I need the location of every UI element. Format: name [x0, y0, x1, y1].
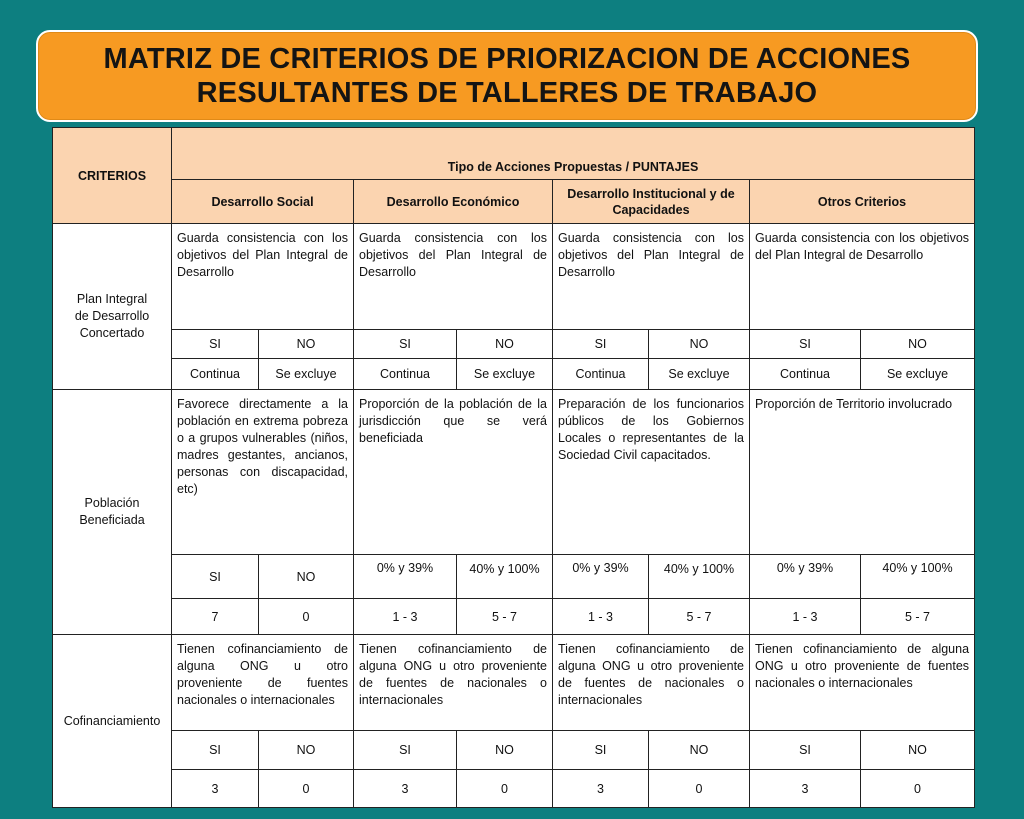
score-cell: 3 — [172, 770, 259, 808]
col-header-institucional: Desarrollo Institucional y de Capacidades — [553, 180, 750, 224]
option-cell: SI — [172, 555, 259, 599]
option-cell: NO — [259, 330, 354, 359]
option-cell: SI — [750, 731, 861, 770]
score-cell: 1 - 3 — [750, 599, 861, 635]
option-cell: NO — [259, 731, 354, 770]
score-cell: 0 — [259, 599, 354, 635]
description-cell: Guarda consistencia con los objetivos del Plan Integral de Desarrollo — [750, 224, 975, 330]
criterion-cofinanciamiento — [53, 635, 172, 808]
option-cell: SI — [750, 330, 861, 359]
description-cell: Proporción de la población de la jurisdicción que se verá beneficiada — [354, 390, 553, 555]
score-cell: 5 - 7 — [649, 599, 750, 635]
description-cell: Tienen cofinanciamiento de alguna ONG u otro proveniente de fuentes de nacionales o internacionales — [354, 635, 553, 731]
score-cell: 0 — [649, 770, 750, 808]
col-header-social: Desarrollo Social — [172, 180, 354, 224]
criterion-label: Plan Integral de Desarrollo Concertado — [74, 292, 150, 340]
option-cell: SI — [354, 330, 457, 359]
score-cell: 3 — [553, 770, 649, 808]
range-cell: 0% y 39% — [354, 555, 457, 599]
criteria-matrix-table — [52, 127, 975, 808]
option-cell: NO — [861, 330, 975, 359]
score-cell: 3 — [354, 770, 457, 808]
description-cell: Favorece directamente a la población en extrema pobreza o a grupos vulnerables (niños, madres gestantes, ancianos, personas con discapacidad, etc) — [172, 390, 354, 555]
col-header-otros: Otros Criterios — [750, 180, 975, 224]
option-cell: SI — [172, 731, 259, 770]
criterios-header: CRITERIOS — [53, 128, 172, 224]
criterion-poblacion — [53, 390, 172, 635]
score-cell: 5 - 7 — [457, 599, 553, 635]
criterion-label: Población Beneficiada — [79, 496, 145, 527]
option-cell: SI — [172, 330, 259, 359]
score-cell: Se excluye — [457, 359, 553, 390]
col-header-economico: Desarrollo Económico — [354, 180, 553, 224]
option-cell: NO — [649, 330, 750, 359]
option-cell: NO — [457, 731, 553, 770]
title-line-1: MATRIZ DE CRITERIOS DE PRIORIZACION DE ACCIONES — [103, 43, 911, 75]
score-cell: Se excluye — [861, 359, 975, 390]
range-cell: 40% y 100% — [861, 555, 975, 599]
range-cell: 40% y 100% — [649, 555, 750, 599]
score-cell: Se excluye — [259, 359, 354, 390]
score-cell: Continua — [172, 359, 259, 390]
tipo-acciones-header: Tipo de Acciones Propuestas / PUNTAJES — [172, 128, 975, 180]
title-line-2: RESULTANTES DE TALLERES DE TRABAJO — [196, 77, 818, 109]
option-cell: NO — [649, 731, 750, 770]
score-cell: 0 — [457, 770, 553, 808]
description-cell: Guarda consistencia con los objetivos del Plan Integral de Desarrollo — [172, 224, 354, 330]
score-cell: 7 — [172, 599, 259, 635]
score-cell: Continua — [354, 359, 457, 390]
score-cell: 1 - 3 — [354, 599, 457, 635]
description-cell: Preparación de los funcionarios públicos de los Gobiernos Locales o representantes de la Sociedad Civil capacitados. — [553, 390, 750, 555]
description-cell: Guarda consistencia con los objetivos del Plan Integral de Desarrollo — [354, 224, 553, 330]
score-cell: 1 - 3 — [553, 599, 649, 635]
option-cell: SI — [354, 731, 457, 770]
score-cell: Continua — [750, 359, 861, 390]
option-cell: SI — [553, 731, 649, 770]
range-cell: 0% y 39% — [750, 555, 861, 599]
score-cell: 5 - 7 — [861, 599, 975, 635]
score-cell: 0 — [861, 770, 975, 808]
description-cell: Tienen cofinanciamiento de alguna ONG u otro proveniente de fuentes nacionales o internacionales — [172, 635, 354, 731]
score-cell: Continua — [553, 359, 649, 390]
score-cell: 3 — [750, 770, 861, 808]
range-cell: 0% y 39% — [553, 555, 649, 599]
score-cell: Se excluye — [649, 359, 750, 390]
score-cell: 0 — [259, 770, 354, 808]
option-cell: NO — [259, 555, 354, 599]
description-cell: Proporción de Territorio involucrado — [750, 390, 975, 555]
description-cell: Tienen cofinanciamiento de alguna ONG u otro proveniente de fuentes nacionales o internacionales — [750, 635, 975, 731]
option-cell: NO — [457, 330, 553, 359]
option-cell: SI — [553, 330, 649, 359]
criterion-label: Cofinanciamiento — [63, 713, 161, 728]
description-cell: Guarda consistencia con los objetivos del Plan Integral de Desarrollo — [553, 224, 750, 330]
range-cell: 40% y 100% — [457, 555, 553, 599]
description-cell: Tienen cofinanciamiento de alguna ONG u otro proveniente de fuentes de nacionales o internacionales — [553, 635, 750, 731]
title-banner — [36, 30, 978, 122]
option-cell: NO — [861, 731, 975, 770]
criterion-plan-integral — [53, 224, 172, 390]
